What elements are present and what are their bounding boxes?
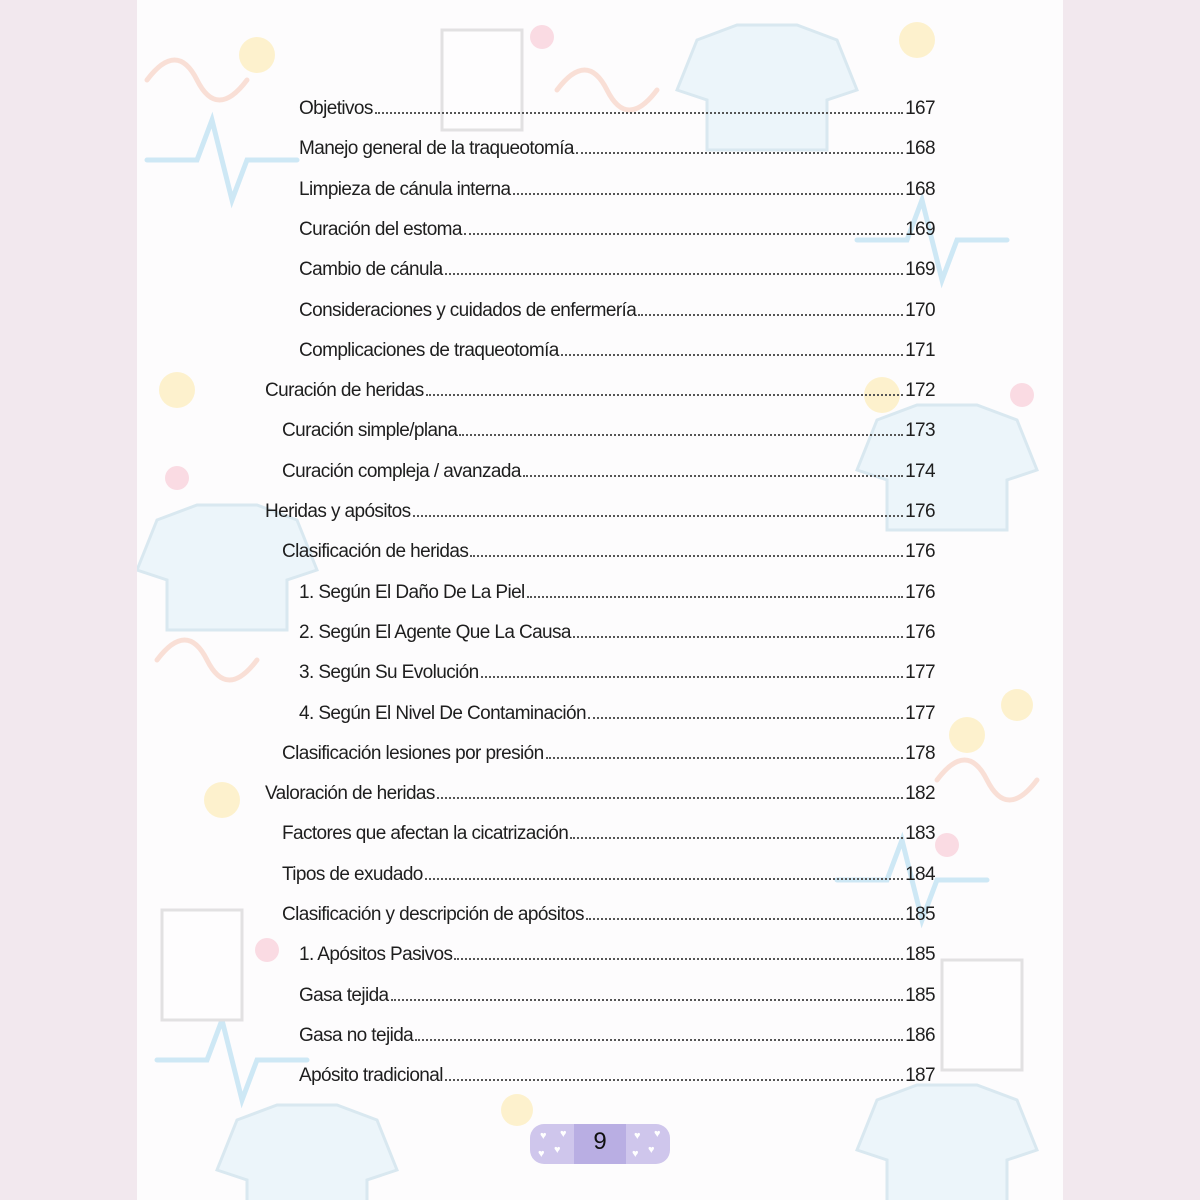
toc-entry-page: 172	[905, 380, 935, 402]
leader-dots	[561, 354, 903, 356]
toc-entry-page: 185	[905, 944, 935, 966]
toc-entry[interactable]	[265, 771, 935, 805]
toc-entry[interactable]	[265, 489, 935, 523]
toc-entry-title: Apósito tradicional	[299, 1065, 443, 1087]
leader-dots	[576, 152, 903, 154]
toc-entry-page: 177	[905, 702, 935, 724]
toc-entry[interactable]	[299, 973, 935, 1007]
page-number: 9	[593, 1128, 607, 1155]
toc-entry[interactable]	[282, 408, 935, 442]
toc-entry-title: Curación compleja / avanzada	[282, 460, 521, 482]
leader-dots	[445, 1079, 903, 1081]
toc-entry-page: 183	[905, 823, 935, 845]
toc-entry[interactable]	[299, 288, 935, 322]
toc-entry[interactable]	[282, 892, 935, 926]
toc-entry-title: Cambio de cánula	[299, 259, 443, 281]
toc-entry[interactable]	[299, 86, 935, 120]
toc-entry-page: 173	[905, 420, 935, 442]
leader-dots	[391, 999, 904, 1001]
toc-entry-page: 176	[905, 581, 935, 603]
toc-entry-title: Curación de heridas	[265, 380, 424, 402]
toc-entry-title: Curación del estoma	[299, 218, 462, 240]
leader-dots	[437, 797, 903, 799]
toc-entry-page: 168	[905, 178, 935, 200]
leader-dots	[588, 717, 903, 719]
toc-entry-page: 176	[905, 501, 935, 522]
toc-entry[interactable]	[299, 1053, 935, 1087]
toc-entry-title: 1. Según El Daño De La Piel	[299, 581, 525, 603]
toc-entry-page: 176	[905, 621, 935, 643]
document-page	[137, 0, 1063, 1200]
bandage-icon: ♥ ♥ ♥ ♥ ♥ ♥ ♥ ♥ 9	[530, 1124, 670, 1164]
toc-entry-title: Clasificación de heridas	[282, 541, 469, 563]
toc-entry-page: 168	[905, 138, 935, 160]
toc-entry-title: Tipos de exudado	[282, 863, 423, 885]
toc-entry-title: Clasificación y descripción de apósitos	[282, 904, 584, 925]
leader-dots	[375, 112, 903, 114]
toc-entry-page: 174	[905, 460, 935, 482]
toc-entry-title: Valoración de heridas	[265, 783, 435, 805]
toc-entry-page: 176	[905, 541, 935, 563]
leader-dots	[445, 273, 904, 275]
toc-entry[interactable]	[282, 811, 935, 845]
toc-entry[interactable]	[299, 610, 935, 644]
toc-entry-title: Objetivos	[299, 98, 373, 119]
toc-entry[interactable]	[299, 1013, 935, 1047]
leader-dots	[413, 515, 904, 517]
toc-entry-title: 2. Según El Agente Que La Causa	[299, 621, 571, 643]
leader-dots	[546, 757, 904, 759]
toc-entry-title: Manejo general de la traqueotomía	[299, 138, 574, 160]
toc-entry-page: 167	[905, 98, 935, 119]
leader-dots	[527, 596, 903, 598]
toc-entry-title: Curación simple/plana	[282, 420, 458, 442]
toc-entry[interactable]	[282, 449, 935, 483]
toc-entry-title: Consideraciones y cuidados de enfermería	[299, 299, 637, 321]
leader-dots	[425, 878, 903, 880]
leader-dots	[513, 193, 904, 195]
leader-dots	[459, 434, 903, 436]
toc-entry-title: Heridas y apósitos	[265, 501, 411, 522]
toc-entry[interactable]	[282, 529, 935, 563]
leader-dots	[454, 958, 903, 960]
toc-entry-page: 170	[905, 299, 935, 321]
toc-entry[interactable]	[299, 207, 935, 241]
toc-entry-page: 185	[905, 984, 935, 1006]
toc-entry-page: 178	[905, 742, 935, 764]
toc-entry-title: Clasificación lesiones por presión	[282, 742, 544, 764]
toc-entry[interactable]	[299, 570, 935, 604]
leader-dots	[570, 837, 903, 839]
leader-dots	[481, 676, 903, 678]
toc-entry-title: Limpieza de cánula interna	[299, 178, 511, 200]
toc-entry[interactable]	[299, 932, 935, 966]
toc-entry[interactable]	[299, 691, 935, 725]
toc-entry[interactable]	[282, 852, 935, 886]
toc-entry-title: 3. Según Su Evolución	[299, 662, 479, 684]
toc-entry-page: 169	[905, 259, 935, 281]
leader-dots	[523, 475, 903, 477]
toc-entry-page: 171	[905, 339, 935, 361]
toc-entry-title: Gasa no tejida	[299, 1024, 414, 1046]
leader-dots	[426, 394, 903, 396]
toc-entry-page: 182	[905, 783, 935, 805]
toc-entry-page: 186	[905, 1024, 935, 1046]
leader-dots	[470, 555, 903, 557]
leader-dots	[573, 636, 903, 638]
toc-entry-title: 1. Apósitos Pasivos	[299, 944, 453, 966]
toc-entry[interactable]	[299, 247, 935, 281]
toc-entry-title: Factores que afectan la cicatrización	[282, 823, 569, 845]
toc-entry-page: 184	[905, 863, 935, 885]
toc-entry-page: 177	[905, 662, 935, 684]
leader-dots	[415, 1039, 903, 1041]
toc-entry[interactable]	[282, 731, 935, 765]
leader-dots	[586, 918, 903, 920]
leader-dots	[464, 233, 903, 235]
toc-entry-title: Complicaciones de traqueotomía	[299, 339, 559, 361]
toc-entry-page: 169	[905, 218, 935, 240]
toc-entry[interactable]	[299, 650, 935, 684]
toc-entry[interactable]	[299, 328, 935, 362]
toc-entry[interactable]	[299, 126, 935, 160]
toc-entry-page: 185	[905, 904, 935, 925]
toc-entry-title: Gasa tejida	[299, 984, 389, 1006]
toc-entry[interactable]	[299, 167, 935, 201]
toc-entry[interactable]	[265, 368, 935, 402]
leader-dots	[638, 314, 903, 316]
toc-entry-title: 4. Según El Nivel De Contaminación	[299, 702, 586, 724]
toc-entry-page: 187	[905, 1065, 935, 1087]
